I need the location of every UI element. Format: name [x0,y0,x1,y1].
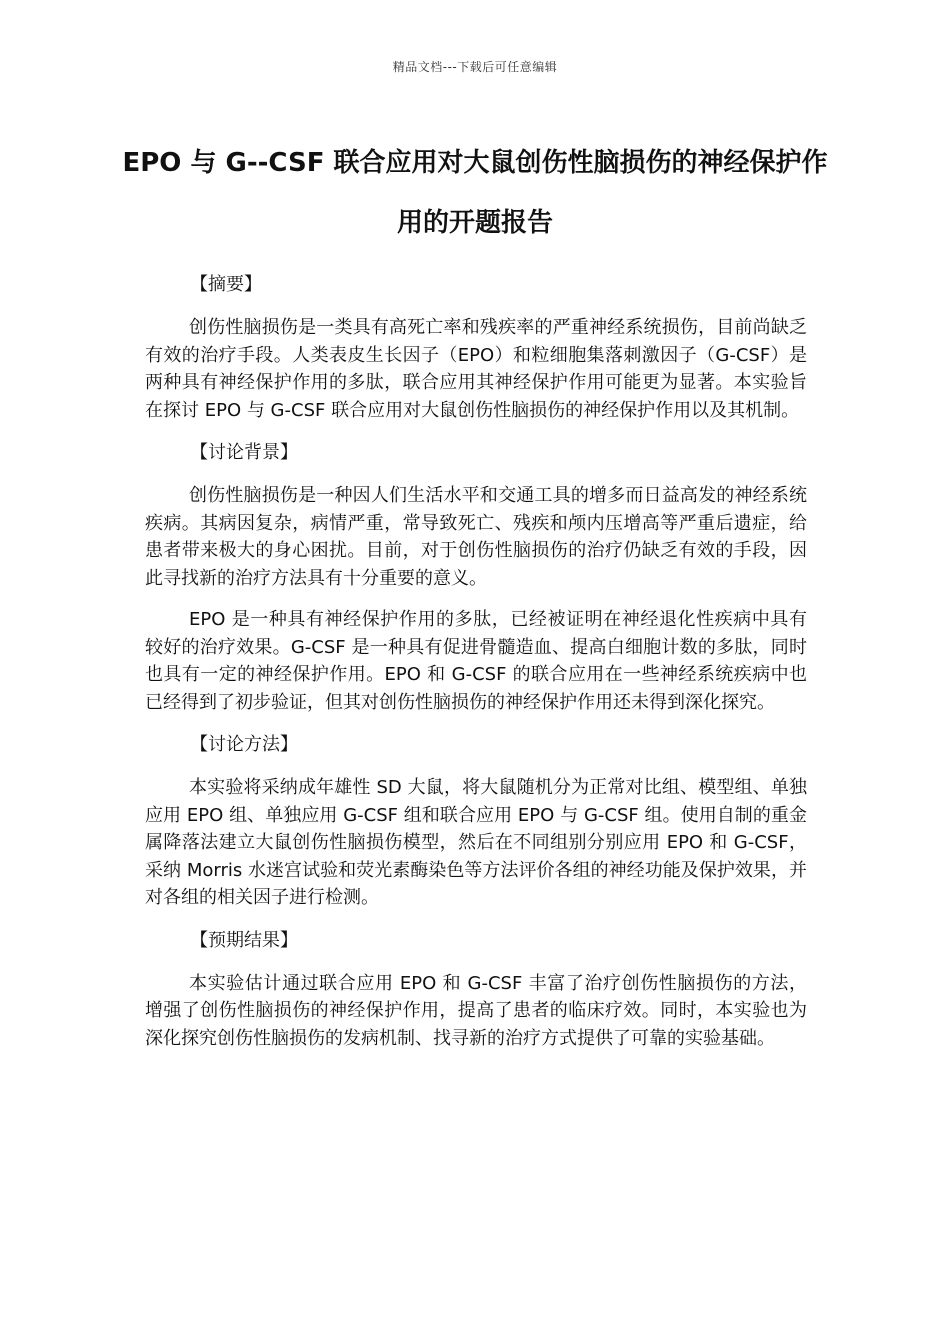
document-body [145,270,807,1066]
header-note: 精品文档---下载后可任意编辑 [392,60,558,74]
section-expected-results [145,926,807,1053]
paragraph: EPO 是一种具有神经保护作用的多肽，已经被证明在神经退化性疾病中具有较好的治疗效果。G-CSF 是一种具有促进骨髓造血、提高白细胞计数的多肽，同时也具有一定的神经保护作用。EPO 和 G-CSF 的联合应用在一些神经系统疾病中也已经得到了初步验证，但其对创伤性脑损伤的神经保护作用还未得到深化探究。 [145,609,807,713]
section-heading: 【讨论背景】 [190,442,298,463]
section-background [145,438,807,716]
paragraph: 本实验将采纳成年雄性 SD 大鼠，将大鼠随机分为正常对比组、模型组、单独应用 EPO 组、单独应用 G-CSF 组和联合应用 EPO 与 G-CSF 组。使用自制的重金属降落法建立大鼠创伤性脑损伤模型，然后在不同组别分别应用 EPO 和 G-CSF，采纳 Morris 水迷宫试验和荧光素酶染色等方法评价各组的神经功能及保护效果，并对各组的相关因子进行检测。 [145,777,807,908]
document-title: EPO 与 G--CSF 联合应用对大鼠创伤性脑损伤的神经保护作用的开题报告 [122,148,828,238]
section-heading: 【讨论方法】 [190,734,298,755]
section-abstract [145,270,807,424]
paragraph: 创伤性脑损伤是一类具有高死亡率和残疾率的严重神经系统损伤，目前尚缺乏有效的治疗手段。人类表皮生长因子（EPO）和粒细胞集落刺激因子（G-CSF）是两种具有神经保护作用的多肽，联合应用其神经保护作用可能更为显著。本实验旨在探讨 EPO 与 G-CSF 联合应用对大鼠创伤性脑损伤的神经保护作用以及其机制。 [145,317,807,421]
section-methods [145,730,807,912]
section-heading: 【预期结果】 [190,929,298,951]
paragraph: 创伤性脑损伤是一种因人们生活水平和交通工具的增多而日益高发的神经系统疾病。其病因复杂，病情严重，常导致死亡、残疾和颅内压增高等严重后遗症，给患者带来极大的身心困扰。目前，对于创伤性脑损伤的治疗仍缺乏有效的手段，因此寻找新的治疗方法具有十分重要的意义。 [145,485,807,589]
section-heading: 【摘要】 [190,274,262,295]
paragraph: 本实验估计通过联合应用 EPO 和 G-CSF 丰富了治疗创伤性脑损伤的方法，增强了创伤性脑损伤的神经保护作用，提高了患者的临床疗效。同时，本实验也为深化探究创伤性脑损伤的发病机制、找寻新的治疗方式提供了可靠的实验基础。 [145,972,807,1049]
